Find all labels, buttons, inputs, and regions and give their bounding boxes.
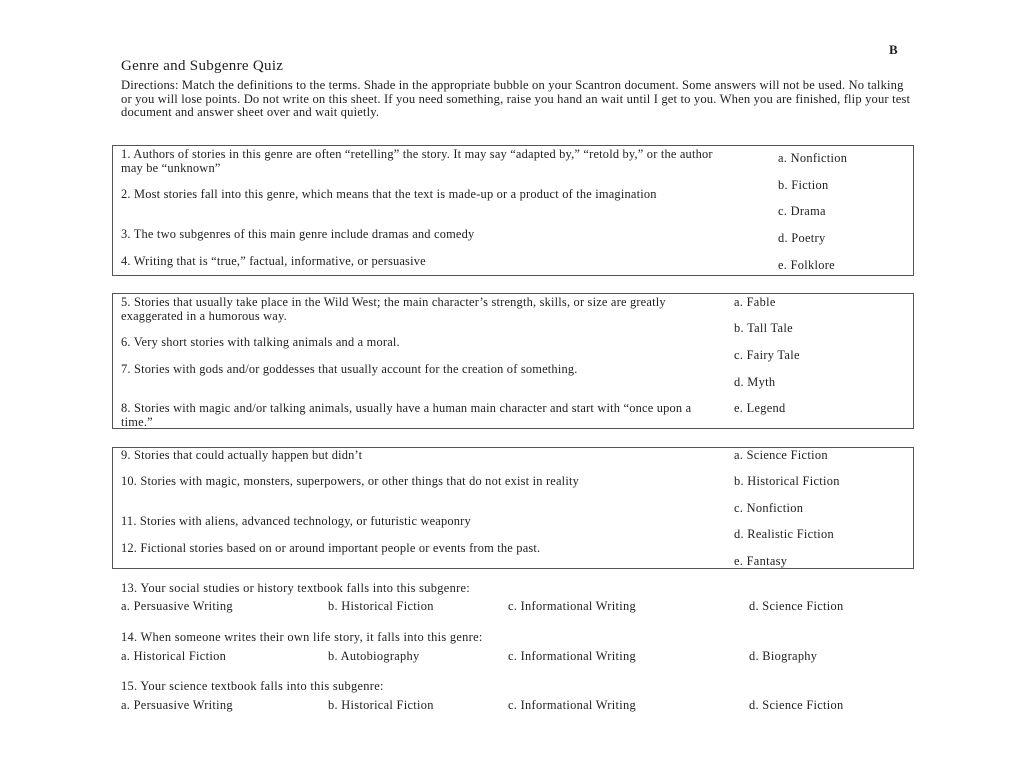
- option-2b: b. Tall Tale: [734, 321, 793, 335]
- question-13: 13. Your social studies or history textbook falls into this subgenre:: [121, 581, 471, 595]
- item-2: 2. Most stories fall into this genre, which means that the text is made-up or a product of the imagination: [121, 187, 657, 201]
- q13-choice-d: d. Science Fiction: [749, 599, 844, 613]
- option-1c: c. Drama: [778, 204, 826, 218]
- item-5: 5. Stories that usually take place in the Wild West; the main character’s strength, skills, or size are greatly exaggerated in a humorous way.: [121, 295, 666, 323]
- version-label: B: [889, 42, 898, 57]
- option-1d: d. Poetry: [778, 231, 826, 245]
- item-7: 7. Stories with gods and/or goddesses that usually account for the creation of something.: [121, 362, 578, 376]
- item-10: 10. Stories with magic, monsters, superpowers, or other things that do not exist in reality: [121, 474, 580, 488]
- item-9: 9. Stories that could actually happen but didn’t: [121, 448, 363, 462]
- option-3d: d. Realistic Fiction: [734, 527, 834, 541]
- q13-choice-c: c. Informational Writing: [508, 599, 636, 613]
- option-2c: c. Fairy Tale: [734, 348, 800, 362]
- question-15: 15. Your science textbook falls into this subgenre:: [121, 679, 384, 693]
- q14-choice-b: b. Autobiography: [328, 649, 420, 663]
- directions-text: Directions: Match the definitions to the terms. Shade in the appropriate bubble on your Scantron document. Some answers will not be used. No talking or you will lose points. Do not write on this sheet. If you need something, raise you hand an wait until I get to you. When you are finished, flip your test document and answer sheet over and wait quietly.: [121, 78, 911, 120]
- q15-choice-c: c. Informational Writing: [508, 698, 636, 712]
- q15-choice-b: b. Historical Fiction: [328, 698, 434, 712]
- q14-choice-d: d. Biography: [749, 649, 818, 663]
- option-3c: c. Nonfiction: [734, 501, 804, 515]
- q14-choice-c: c. Informational Writing: [508, 649, 636, 663]
- option-2e: e. Legend: [734, 401, 786, 415]
- option-3a: a. Science Fiction: [734, 448, 828, 462]
- item-1: 1. Authors of stories in this genre are often “retelling” the story. It may say “adapted by,” “retold by,” or the author may be “unknown”: [121, 147, 713, 175]
- option-3e: e. Fantasy: [734, 554, 788, 568]
- q15-choice-a: a. Persuasive Writing: [121, 698, 233, 712]
- item-12: 12. Fictional stories based on or around important people or events from the past.: [121, 541, 541, 555]
- item-6: 6. Very short stories with talking animals and a moral.: [121, 335, 400, 349]
- item-3: 3. The two subgenres of this main genre include dramas and comedy: [121, 227, 475, 241]
- q13-choice-b: b. Historical Fiction: [328, 599, 434, 613]
- q15-choice-d: d. Science Fiction: [749, 698, 844, 712]
- question-14: 14. When someone writes their own life story, it falls into this genre:: [121, 630, 483, 644]
- q14-choice-a: a. Historical Fiction: [121, 649, 227, 663]
- item-4: 4. Writing that is “true,” factual, informative, or persuasive: [121, 254, 426, 268]
- q13-choice-a: a. Persuasive Writing: [121, 599, 233, 613]
- option-1b: b. Fiction: [778, 178, 829, 192]
- item-8: 8. Stories with magic and/or talking animals, usually have a human main character and start with “once upon a time.”: [121, 401, 692, 429]
- option-3b: b. Historical Fiction: [734, 474, 840, 488]
- option-2a: a. Fable: [734, 295, 776, 309]
- option-1a: a. Nonfiction: [778, 151, 848, 165]
- option-1e: e. Folklore: [778, 258, 835, 272]
- option-2d: d. Myth: [734, 375, 776, 389]
- item-11: 11. Stories with aliens, advanced technology, or futuristic weaponry: [121, 514, 471, 528]
- page-title: Genre and Subgenre Quiz: [121, 58, 284, 74]
